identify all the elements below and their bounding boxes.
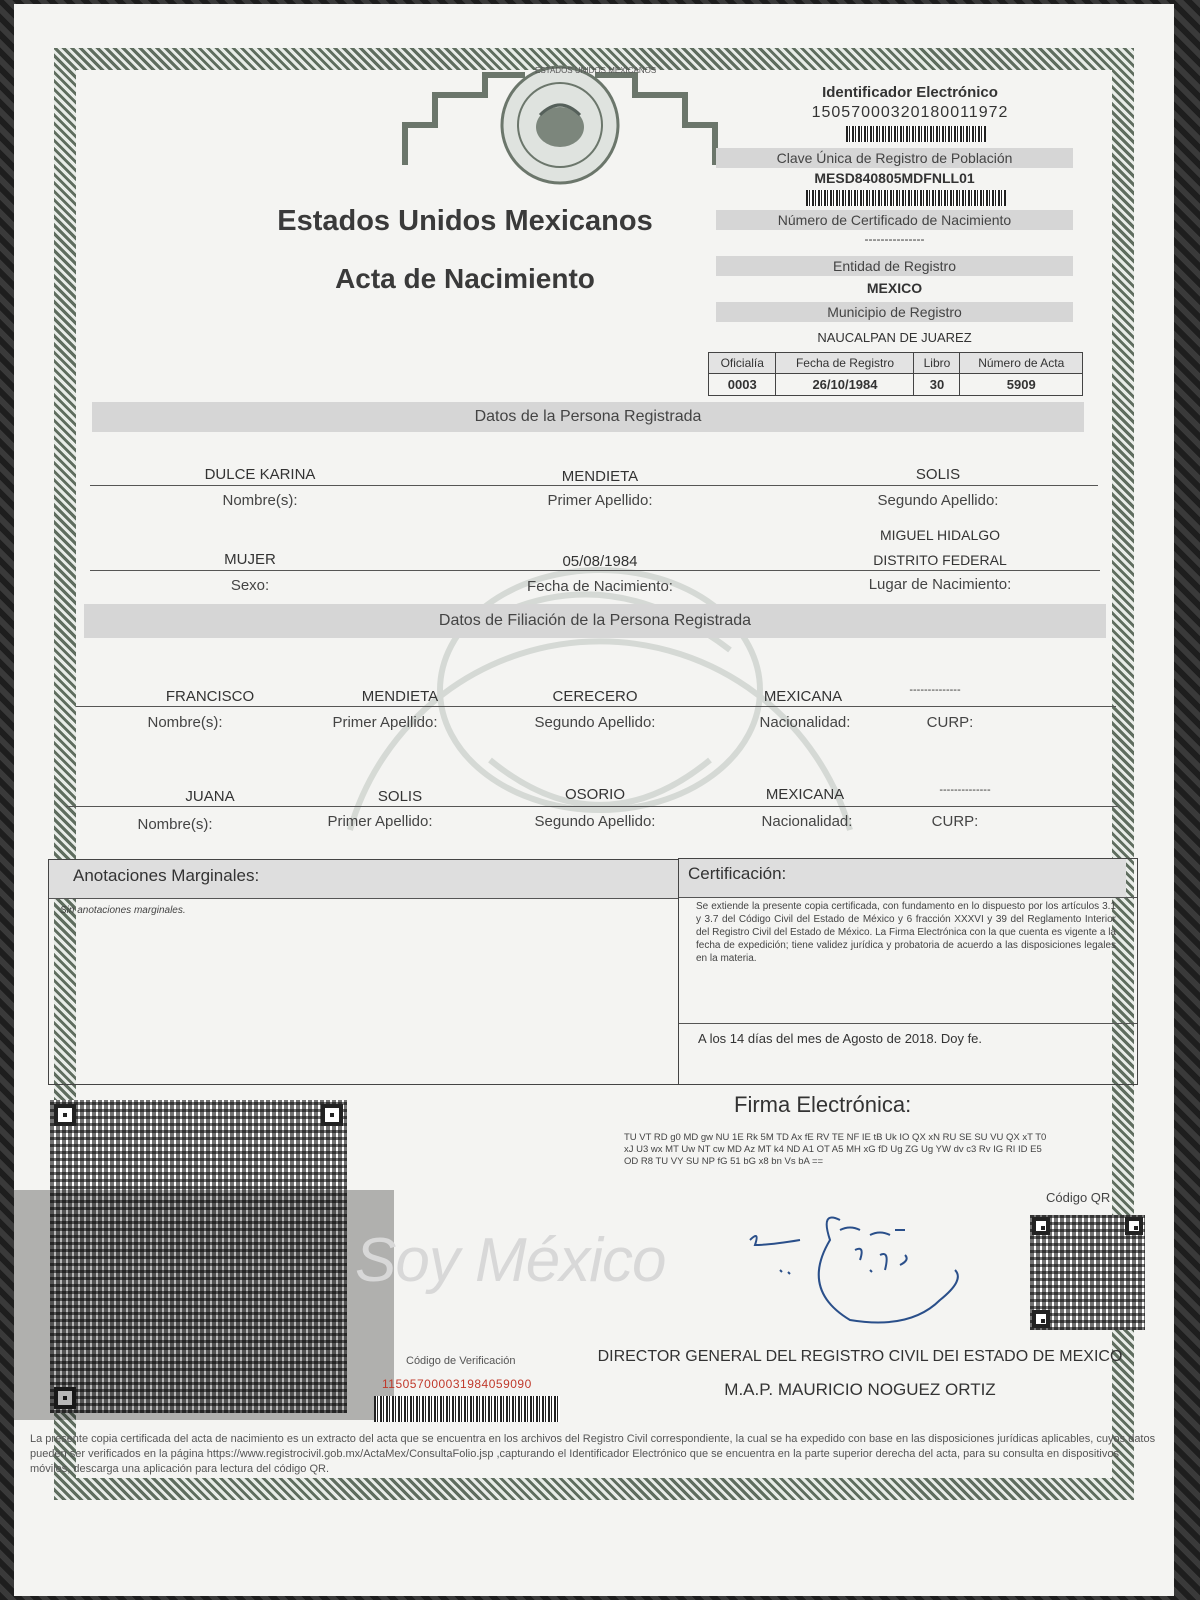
label-padre-nombre: Nombre(s): bbox=[147, 714, 223, 731]
label-madre-primer: Primer Apellido: bbox=[327, 813, 433, 830]
certificacion-title: Certificación: bbox=[688, 864, 787, 883]
label-sexo: Sexo: bbox=[230, 577, 270, 594]
filiacion-section-title: Datos de Filiación de la Persona Registrada bbox=[438, 612, 752, 629]
verification-barcode bbox=[374, 1396, 560, 1422]
anotaciones-title: Anotaciones Marginales: bbox=[73, 866, 260, 885]
persona-line-2 bbox=[90, 570, 1100, 571]
registration-header: Oficialía bbox=[709, 353, 776, 374]
registration-acta: 5909 bbox=[960, 374, 1083, 396]
entidad-label: Entidad de Registro bbox=[833, 258, 956, 274]
lugar-line2: DISTRITO FEDERAL bbox=[873, 552, 1007, 568]
seal-text: ESTADOS UNIDOS MEXICANOS bbox=[535, 66, 657, 75]
anotaciones-header-line bbox=[49, 898, 678, 899]
soy-mexico-watermark: Soy México bbox=[355, 1226, 666, 1295]
registration-oficialia: 0003 bbox=[709, 374, 776, 396]
municipio-label: Municipio de Registro bbox=[827, 304, 962, 320]
qr-finder-icon bbox=[1125, 1217, 1143, 1235]
verification-label: Código de Verificación bbox=[406, 1355, 516, 1367]
padre-nacionalidad: MEXICANA bbox=[763, 688, 843, 705]
registration-header: Fecha de Registro bbox=[776, 353, 914, 374]
photo-shadow bbox=[14, 1190, 394, 1420]
madre-segundo-apellido: OSORIO bbox=[564, 786, 625, 803]
registration-table bbox=[708, 352, 1083, 396]
certificacion-text: Se extiende la presente copia certificada, con fundamento en lo dispuesto por los artículos 3.1 y 3.7 del Código Civil del Estado de México y 6 fracción XXXVI y 39 del Reglamento Interior del Registro Civil del Estado de México. La Firma Electrónica con la que cuenta es vigente a la fecha de expedición; tiene validez jurídica y probatoria de acuerdo a las disposiciones legales en la materia. bbox=[696, 901, 1116, 964]
municipio-value: NAUCALPAN DE JUAREZ bbox=[817, 330, 972, 345]
padre-segundo-apellido: CERECERO bbox=[552, 688, 638, 705]
persona-section-title: Datos de la Persona Registrada bbox=[474, 408, 702, 425]
label-madre-curp: CURP: bbox=[931, 813, 979, 830]
madre-nacionalidad: MEXICANA bbox=[765, 786, 845, 803]
persona-sexo: MUJER bbox=[224, 551, 276, 568]
qr-finder-icon bbox=[1032, 1217, 1050, 1235]
persona-nombre: DULCE KARINA bbox=[204, 466, 316, 483]
label-padre-curp: CURP: bbox=[926, 714, 974, 731]
persona-segundo-apellido: SOLIS bbox=[915, 466, 961, 483]
label-primer-apellido: Primer Apellido: bbox=[547, 492, 653, 509]
country-title: Estados Unidos Mexicanos bbox=[277, 205, 653, 237]
identificador-label: Identificador Electrónico bbox=[822, 84, 998, 101]
certificacion-header-line bbox=[679, 897, 1137, 898]
certificacion-fecha: A los 14 días del mes de Agosto de 2018. Doy fe. bbox=[698, 1031, 983, 1046]
label-madre-segundo: Segundo Apellido: bbox=[534, 813, 656, 830]
qr-finder-icon bbox=[321, 1104, 343, 1126]
anotaciones-text: Sin anotaciones marginales. bbox=[60, 905, 186, 916]
verification-code: 115057000031984059090 bbox=[382, 1377, 532, 1391]
registration-libro: 30 bbox=[914, 374, 960, 396]
madre-curp: -------------- bbox=[939, 784, 991, 796]
label-madre-nombre: Nombre(s): bbox=[137, 816, 213, 833]
registration-value-row bbox=[709, 374, 1083, 396]
madre-primer-apellido: SOLIS bbox=[377, 788, 423, 805]
registration-header: Libro bbox=[914, 353, 960, 374]
document-title: Acta de Nacimiento bbox=[335, 263, 595, 294]
label-lugar-nacimiento: Lugar de Nacimiento: bbox=[868, 576, 1012, 593]
director-name: M.A.P. MAURICIO NOGUEZ ORTIZ bbox=[724, 1380, 996, 1399]
persona-fecha-nacimiento: 05/08/1984 bbox=[562, 553, 638, 570]
curp-label: Clave Única de Registro de Población bbox=[776, 150, 1013, 166]
director-title: DIRECTOR GENERAL DEL REGISTRO CIVIL DEI ESTADO DE MEXICO bbox=[597, 1348, 1123, 1365]
label-fecha-nacimiento: Fecha de Nacimiento: bbox=[527, 578, 673, 595]
label-nombre: Nombre(s): bbox=[222, 492, 298, 509]
padre-line bbox=[76, 706, 1116, 707]
footer-text: La presente copia certificada del acta de nacimiento es un extracto del acta que se encuentra en los archivos del Registro Civil correspondiente, la cual se ha expedido con base en las disposiciones jurídicas aplicables, cuyos datos pueden ser verificados en la página https://www.registrocivil.gob.mx/ActaMex/ConsultaFolio.jsp ,capturando el Identificador Electrónico que se encuentra en la parte superior derecha del acta, para su consulta en dispositivos móviles, descarga una aplicación para lectura del código QR. bbox=[30, 1433, 1156, 1475]
label-segundo-apellido: Segundo Apellido: bbox=[877, 492, 999, 509]
label-padre-primer: Primer Apellido: bbox=[332, 714, 438, 731]
qr-finder-icon bbox=[1032, 1310, 1050, 1328]
qr-label: Código QR bbox=[1046, 1190, 1111, 1205]
label-madre-nacionalidad: Nacionalidad: bbox=[761, 813, 853, 830]
curp-barcode bbox=[806, 190, 1006, 206]
padre-primer-apellido: MENDIETA bbox=[361, 688, 439, 705]
cert-value: --------------- bbox=[864, 232, 925, 246]
certificacion-divider bbox=[679, 1023, 1137, 1024]
firma-hash: TU VT RD g0 MD gw NU 1E Rk 5M TD Ax fE RV TE NF IE tB Uk IO QX xN RU SE SU VU QX xT T0 xJ U3 wx MT Uw NT cw MD Az MT k4 ND A1 OT A5 MH xG fD Ug ZG Ug YW dv c3 Rv IG RI ID E5 OD R8 TU VY SU NP fG 51 bG x8 bn Vs bA == bbox=[624, 1132, 1047, 1167]
padre-curp: -------------- bbox=[909, 684, 961, 696]
registration-fecha: 26/10/1984 bbox=[776, 374, 914, 396]
cert-label: Número de Certificado de Nacimiento bbox=[777, 212, 1012, 228]
lugar-line1: MIGUEL HIDALGO bbox=[879, 527, 1001, 543]
registration-header-row bbox=[709, 353, 1083, 374]
label-padre-segundo: Segundo Apellido: bbox=[534, 714, 656, 731]
madre-nombre: JUANA bbox=[185, 788, 235, 805]
registration-header: Número de Acta bbox=[960, 353, 1083, 374]
identificador-value: 15057000320180011972 bbox=[811, 104, 1009, 121]
signature-icon bbox=[740, 1200, 990, 1330]
persona-primer-apellido: MENDIETA bbox=[561, 468, 639, 485]
qr-finder-icon bbox=[54, 1104, 76, 1126]
entidad-value: MEXICO bbox=[866, 280, 923, 296]
identificador-barcode bbox=[846, 126, 986, 142]
persona-line-1 bbox=[90, 485, 1098, 486]
curp-value: MESD840805MDFNLL01 bbox=[814, 170, 975, 186]
padre-nombre: FRANCISCO bbox=[165, 688, 255, 705]
firma-title: Firma Electrónica: bbox=[734, 1092, 912, 1117]
label-padre-nacionalidad: Nacionalidad: bbox=[759, 714, 851, 731]
madre-line bbox=[66, 806, 1118, 807]
